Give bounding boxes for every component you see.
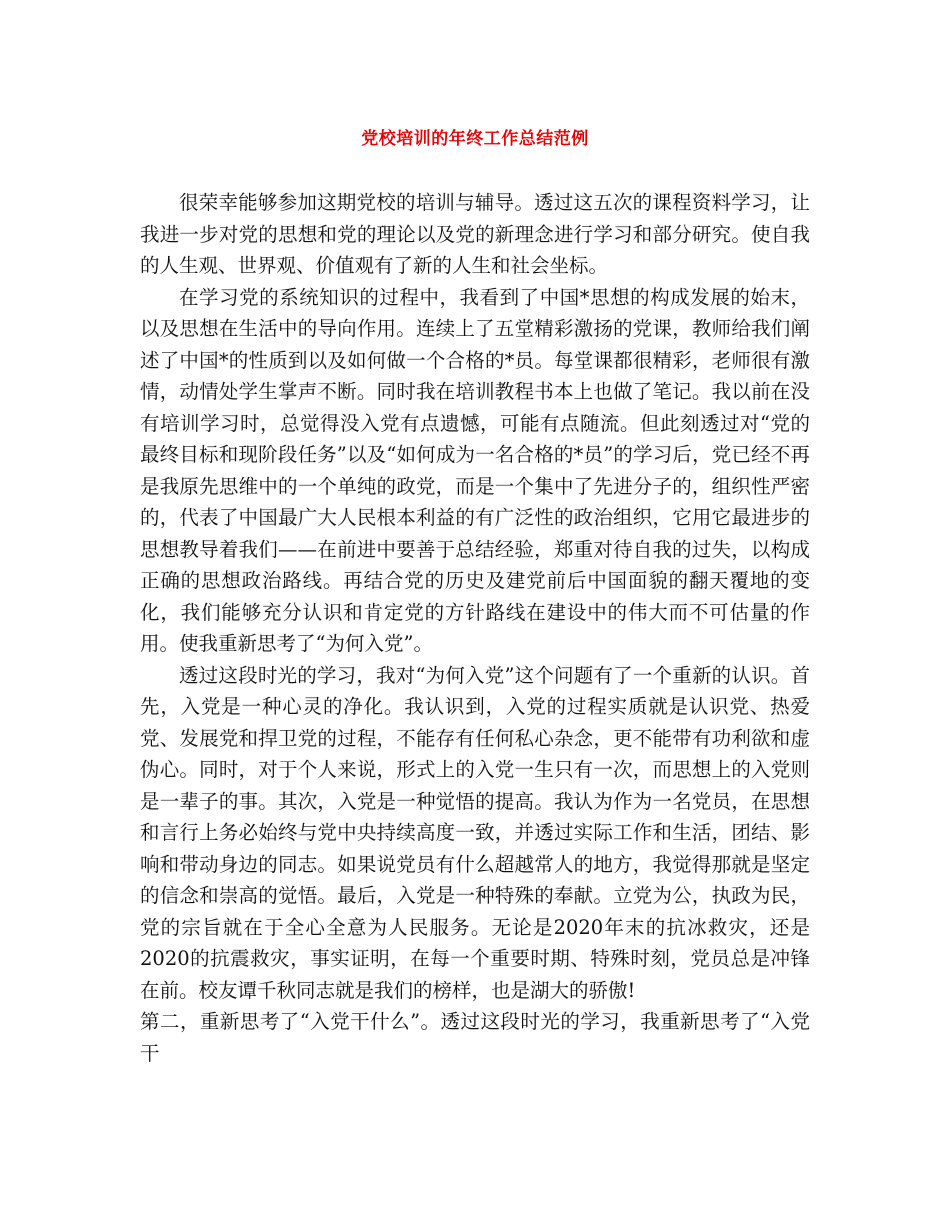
document-title: 党校培训的年终工作总结范例: [361, 129, 589, 149]
paragraph-2: 在学习党的系统知识的过程中，我看到了中国*思想的构成发展的始末，以及思想在生活中的导向作用。连续上了五堂精彩激扬的党课，教师给我们阐述了中国*的性质到以及如何做一个合格的*员。每堂课都很精彩，老师很有激情，动情处学生掌声不断。同时我在培训教程书本上也做了笔记。我以前在没有培训学习时，总觉得没入党有点遗憾，可能有点随流。但此刻透过对“党的最终目标和现阶段任务”以及“如何成为一名合格的*员”的学习后，党已经不再是我原先思维中的一个单纯的政党，而是一个集中了先进分子的，组织性严密的，代表了中国最广大人民根本利益的有广泛性的政治组织，它用它最进步的思想教导着我们——在前进中要善于总结经验，郑重对待自我的过失，以构成正确的思想政治路线。再结合党的历史及建党前后中国面貌的翻天覆地的变化，我们能够充分认识和肯定党的方针路线在建设中的伟大而不可估量的作用。使我重新思考了“为何入党”。: [140, 285, 810, 655]
document-body: [140, 187, 810, 1069]
paragraph-4: 第二，重新思考了“入党干什么”。透过这段时光的学习，我重新思考了“入党干: [140, 1010, 810, 1065]
paragraph-1: 很荣幸能够参加这期党校的培训与辅导。透过这五次的课程资料学习，让我进一步对党的思想和党的理论以及党的新理念进行学习和部分研究。使自我的人生观、世界观、价值观有了新的人生和社会坐标。: [140, 191, 810, 277]
paragraph-3: 透过这段时光的学习，我对“为何入党”这个问题有了一个重新的认识。首先，入党是一种心灵的净化。我认识到，入党的过程实质就是认识党、热爱党、发展党和捍卫党的过程，不能存有任何私心杂念，更不能带有功利欲和虚伪心。同时，对于个人来说，形式上的入党一生只有一次，而思想上的入党则是一辈子的事。其次，入党是一种觉悟的提高。我认为作为一名党员，在思想和言行上务必始终与党中央持续高度一致，并透过实际工作和生活，团结、影响和带动身边的同志。如果说党员有什么超越常人的地方，我觉得那就是坚定的信念和崇高的觉悟。最后，入党是一种特殊的奉献。立党为公，执政为民，党的宗旨就在于全心全意为人民服务。无论是2020年末的抗冰救灾，还是2020的抗震救灾，事实证明，在每一个重要时期、特殊时刻，党员总是冲锋在前。校友谭千秋同志就是我们的榜样，也是湖大的骄傲!: [140, 663, 810, 1002]
